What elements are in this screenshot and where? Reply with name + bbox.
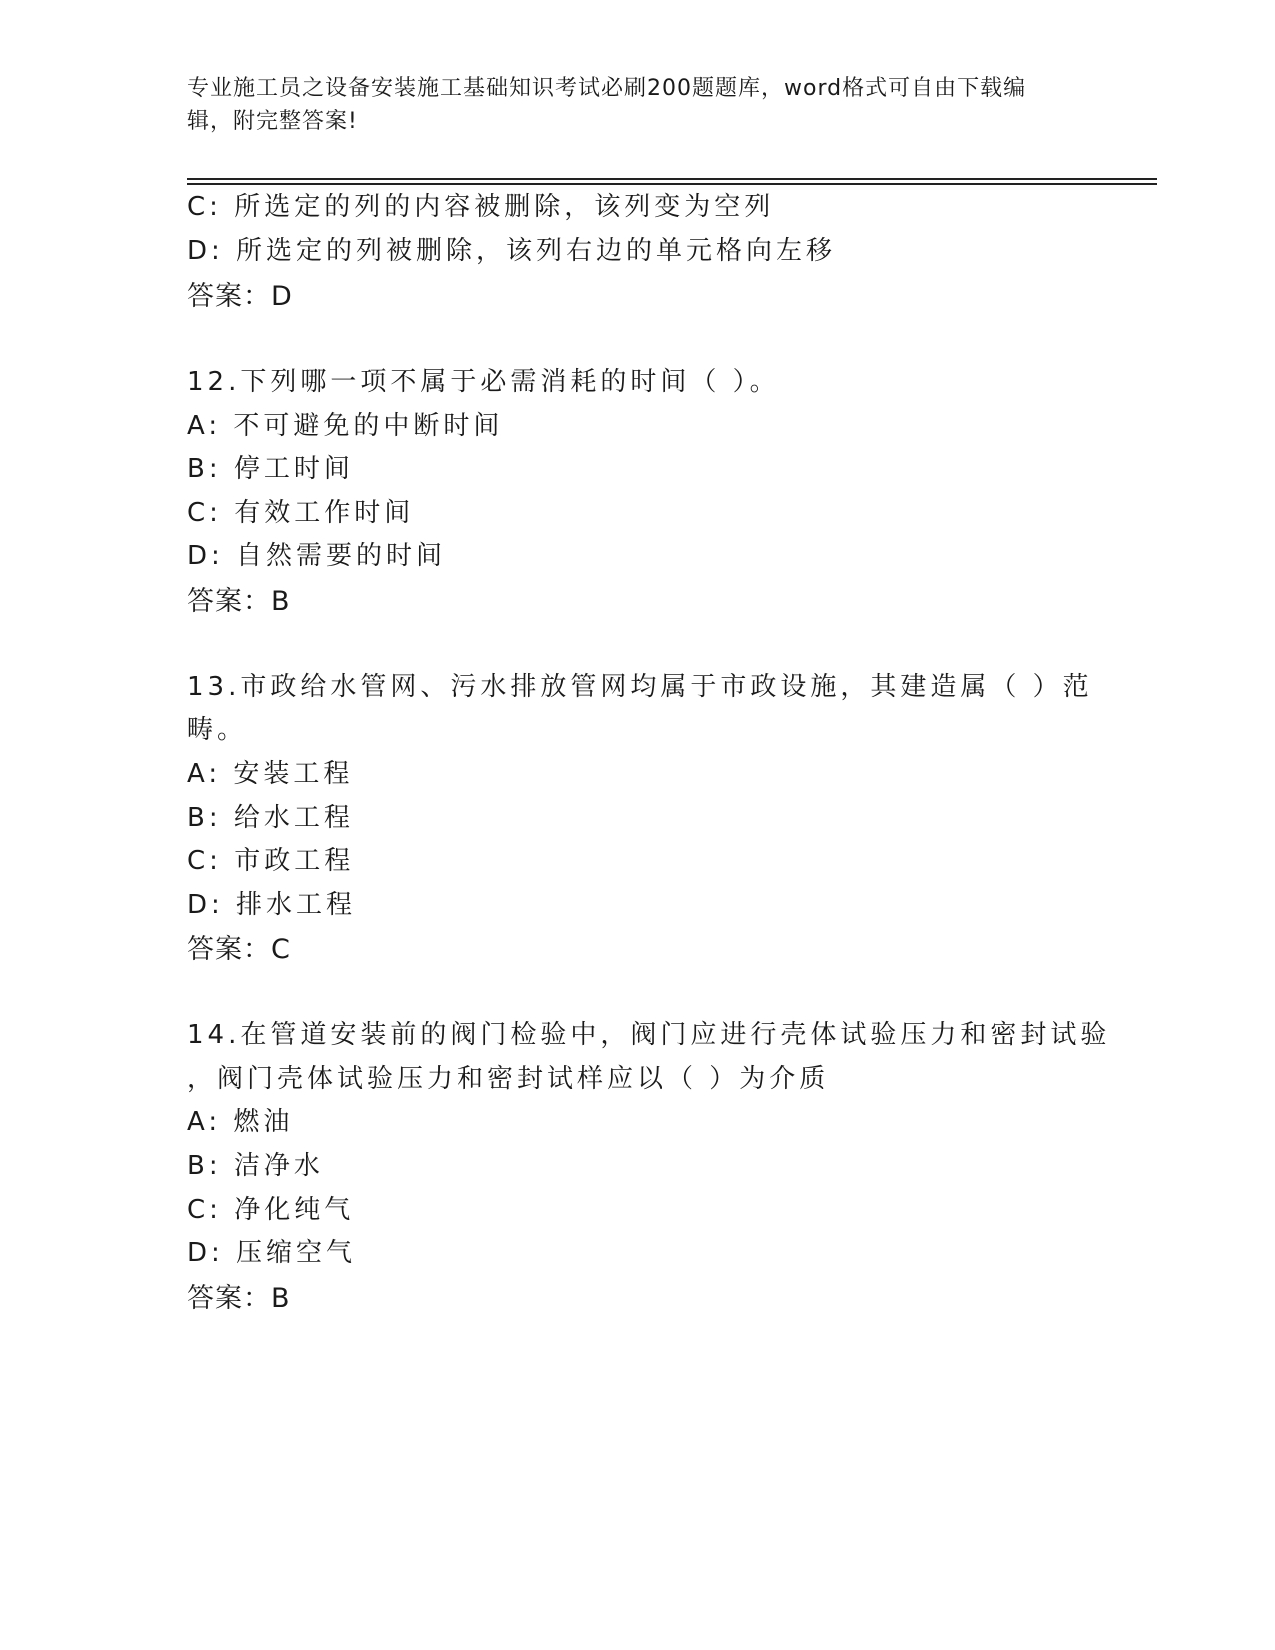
option-text: 安装工程 bbox=[233, 759, 354, 789]
question-stem: 14.在管道安装前的阀门检验中，阀门应进行壳体试验压力和密封试验 bbox=[187, 1020, 1111, 1050]
option-text: 排水工程 bbox=[236, 890, 357, 920]
option-letter: C: bbox=[187, 498, 222, 528]
document-title: 专业施工员之设备安装施工基础知识考试必刷200题题库，word格式可自由下载编辑，附完整答案! bbox=[187, 76, 1027, 134]
option-letter: D: bbox=[187, 1238, 224, 1268]
option-letter: D: bbox=[187, 541, 224, 571]
option-letter: B: bbox=[187, 454, 222, 484]
answer-line: 答案：D bbox=[187, 281, 293, 312]
option-text: 市政工程 bbox=[234, 846, 355, 876]
option-text: 有效工作时间 bbox=[234, 498, 415, 528]
option-letter: C: bbox=[187, 846, 222, 876]
option-line bbox=[187, 405, 503, 442]
option-text: 停工时间 bbox=[233, 454, 354, 484]
question-stem: 12.下列哪一项不属于必需消耗的时间（ ）。 bbox=[187, 367, 780, 397]
option-line bbox=[187, 535, 446, 572]
header-divider-top bbox=[187, 178, 1157, 180]
answer-line: 答案：B bbox=[187, 1283, 291, 1314]
option-letter: D: bbox=[187, 236, 224, 266]
option-line bbox=[187, 1145, 324, 1182]
option-text: 压缩空气 bbox=[236, 1238, 357, 1268]
option-line bbox=[187, 884, 356, 921]
header-divider-bottom bbox=[187, 183, 1157, 185]
option-letter: C: bbox=[187, 1195, 222, 1225]
option-line bbox=[187, 1101, 293, 1138]
option-letter: A: bbox=[187, 759, 222, 789]
answer-line: 答案：C bbox=[187, 934, 291, 965]
option-text: 给水工程 bbox=[233, 803, 354, 833]
option-letter: A: bbox=[187, 411, 222, 441]
option-line bbox=[187, 1232, 356, 1269]
option-text: 自然需要的时间 bbox=[236, 541, 447, 571]
option-letter: B: bbox=[187, 803, 222, 833]
answer-line: 答案：B bbox=[187, 586, 291, 617]
option-line bbox=[187, 753, 353, 790]
option-line bbox=[187, 840, 354, 877]
question-stem-continued: 畴。 bbox=[187, 715, 248, 745]
option-text: 不可避免的中断时间 bbox=[233, 411, 504, 441]
question-stem-continued: ，阀门壳体试验压力和密封试样应以（ ）为介质 bbox=[187, 1064, 830, 1094]
option-letter: B: bbox=[187, 1151, 222, 1181]
option-text: 所选定的列被删除，该列右边的单元格向左移 bbox=[236, 236, 837, 266]
option-line bbox=[187, 448, 354, 485]
option-line bbox=[187, 230, 836, 267]
option-letter: D: bbox=[187, 890, 224, 920]
option-line bbox=[187, 186, 774, 223]
option-line bbox=[187, 1189, 354, 1226]
option-text: 所选定的列的内容被删除，该列变为空列 bbox=[234, 192, 775, 222]
option-letter: C: bbox=[187, 192, 222, 222]
option-letter: A: bbox=[187, 1107, 222, 1137]
option-line bbox=[187, 492, 414, 529]
option-text: 净化纯气 bbox=[234, 1195, 355, 1225]
question-stem: 13.市政给水管网、污水排放管网均属于市政设施，其建造属（ ）范 bbox=[187, 672, 1093, 702]
option-text: 洁净水 bbox=[233, 1151, 324, 1181]
option-text: 燃油 bbox=[233, 1107, 294, 1137]
option-line bbox=[187, 797, 354, 834]
